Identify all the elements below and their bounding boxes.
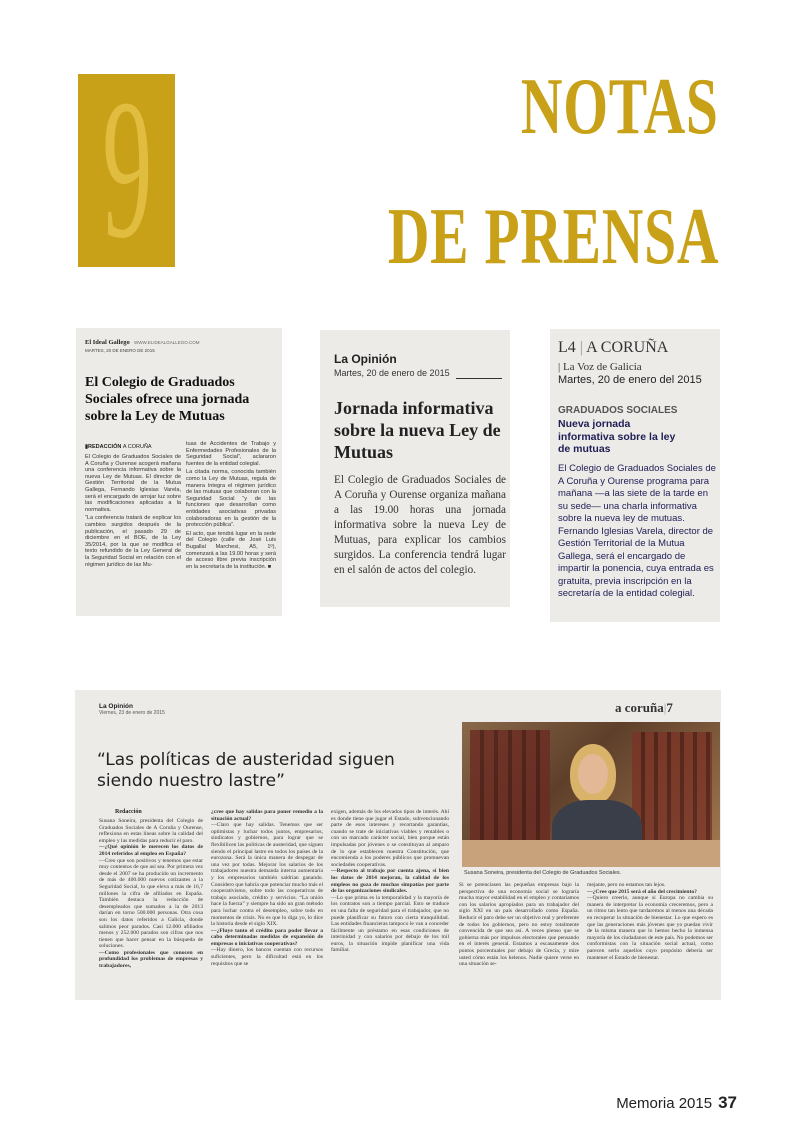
- clip-paragraph: mejante, pero no estamos tan lejos.: [587, 882, 666, 888]
- clip-paragraph: —Creo que son positivos y tenemos que estar muy contentos de que así sea. Por primera vez desde el 2007 se ha producido un incremento de más de 400.000 nuevos cotizantes a la Seguridad Social, lo que eleva a más de 16,7 millones la cifra de afiliados en España. También destaca la reducción de desempleados que sumados a la de 2013 darían en torno 500.000 personas. Otra cosa son los datos referidos a Galicia, donde salimos peor parados. Casi 12.000 afiliados menos y 252.000 parados son cifras que nos tienen que hacer pensar en la búsqueda de soluciones.: [99, 857, 203, 950]
- clip-body-col1: [85, 454, 181, 568]
- press-clip-la-opinion-interview: [75, 690, 721, 1000]
- clip-date: Martes, 20 de enero del 2015: [558, 374, 702, 386]
- clip-page: L4: [558, 339, 576, 356]
- clip-headline: El Colegio de Graduados Sociales ofrece una jornada sobre la Ley de Mutuas: [85, 375, 250, 424]
- clip-paragraph: Susana Soneira, presidenta del Colegio de Graduados Sociales de A Coruña y Ourense, reflexiona en estas líneas sobre la calidad del empleo y las medidas para reducir el paro.: [99, 818, 203, 844]
- clip-question: —¿Qué opinión le merecen los datos de 2014 referidos al empleo en España?: [99, 844, 203, 857]
- clip-body: El Colegio de Graduados Sociales de A Coruña y Ourense programa para mañana —a las siete de la tarde en su sede— una charla informativa sobre la nueva ley de mutuas. Fernando Iglesias Varela, director de Gestión Territorial de la Mutua Gallega, será el encargado de impartir la ponencia, cuya entrada es gratuita, previa inscripción en la secretaría de la entidad colegial.: [558, 463, 716, 599]
- clip-body-col5: [587, 882, 713, 961]
- clip-date: Martes, 20 de enero de 2015: [334, 368, 450, 378]
- clip-question: —¿Cree que 2015 será el año del crecimiento?: [587, 888, 697, 895]
- clip-question: ¿cree que hay salidas para poner remedio a la situación actual?: [211, 809, 323, 822]
- person-face: [578, 754, 608, 794]
- clip-source-name: La Voz de Galicia: [562, 361, 642, 373]
- clip-section: a coruña: [615, 700, 664, 715]
- clip-paragraph: Si se potenciasen las pequeñas empresas bajo la perspectiva de una economía social se lograría mucha mayor estabilidad en el empleo y contaríamos con los salarios apropiados para un trabajador del siglo XXI en un país desarrollado como España. Reducir el paro debe ser un objetivo real y preferente de todos los gobiernos, pero no estoy totalmente convencida de que sea así. A veces pienso que se gobierna más por impulsos electorales que pensando en el interés general. Estamos a escasamente dos puntos porcentuales por debajo de Grecia, y mire usted cómo están los helenos. Nadie quiere verse en una situación se-: [459, 882, 579, 968]
- clip-date: MARTES, 20 DE ENERO DE 2015: [85, 348, 155, 353]
- clip-body-col2: [186, 441, 276, 570]
- clip-date: Viernes, 23 de enero de 2015: [99, 710, 165, 716]
- clip-headline: Nueva jornada informativa sobre la ley de mutuas: [558, 418, 676, 455]
- clip-kicker: GRADUADOS SOCIALES: [558, 405, 678, 416]
- clip-section-page: a coruña|7: [615, 700, 673, 715]
- clip-byline: Redacción: [115, 809, 142, 815]
- clip-question: —¿Fluye tanto el crédito para poder llevar a cabo determinadas medidas de expansión de empresas o iniciativas cooperativas?: [211, 927, 323, 947]
- clip-body-col3: [331, 809, 449, 954]
- press-clip-voz-de-galicia: [550, 329, 720, 622]
- clip-body-col1: [99, 818, 203, 970]
- clip-page: 7: [666, 700, 673, 715]
- interview-photo: [462, 722, 720, 867]
- clip-body-col2: [211, 809, 323, 967]
- clip-paragraph: exigen, además de los elevados tipos de interés. Ahí es donde tiene que jugar el Estado, subvencionando parte de esos intereses y recortando garantías, cuando se trate de iniciativas viables y rentables o con un marcado carácter social, bien porque están impulsadas por jóvenes o se constituyan al amparo de lo que establecen nuestra Constitución, que encomienda a los poderes públicos que promuevan sociedades cooperativas.: [331, 809, 449, 868]
- photo-caption: Susana Soneira, presidenta del Colegio de Graduados Sociales.: [464, 870, 622, 876]
- desk: [462, 840, 720, 867]
- page-number: 37: [718, 1093, 737, 1112]
- section-number: 9: [102, 59, 153, 280]
- footer-label: Memoria 2015: [616, 1095, 713, 1112]
- clip-byline-city: A CORUÑA: [122, 444, 152, 450]
- clip-headline: Jornada informativa sobre la nueva Ley de Mutuas: [334, 398, 501, 462]
- clip-headline: “Las políticas de austeridad siguen siendo nuestro lastre”: [97, 750, 395, 791]
- clip-url: WWW.ELIDEALGALLEGO.COM: [134, 340, 200, 345]
- clip-paragraph: —Claro que hay salidas. Tenemos que ser optimistas y luchar todos juntos, empresarios, sindicatos y gobiernos, para lograr que se flexibilicen las políticas de austeridad, que siguen siendo el principal lastre en todos los países de la eurozona. Será la única manera de despegar de una vez por todas. Mejorar los salarios de los trabajadores nuestra demanda interna aumentaría y los empresarios también saldrían ganando. Considero que habría que potenciar mucho más el cooperativismo, sobre todo las cooperativas de trabajo asociado, crédito y servicios. “La unión hace la fuerza” y siempre ha sido un gran método para luchar contra el desempleo, sobre todo en momentos de crisis. No es que lo diga yo, lo dice la historia desde el siglo XIX.: [211, 822, 323, 928]
- clip-source: El Ideal Gallego: [85, 339, 130, 346]
- clip-question: —Como profesionales que conocen en profundidad los problemas de empresas y trabajadores,: [99, 949, 203, 970]
- clip-body-col4: [459, 882, 579, 968]
- press-clip-ideal-gallego: [76, 328, 282, 616]
- clip-paragraph: —Hay dinero, los bancos cuentan con recursos suficientes, pero la dificultad está en los requisitos que se: [211, 947, 323, 967]
- clip-page-section: L4 | A CORUÑA: [558, 339, 669, 356]
- clip-body: El Colegio de Graduados Sociales de A Coruña y Ourense organiza mañana a las 19.00 horas una jornada informativa sobre la nueva Ley de Mutuas, para explicar los cambios surgidos. La conferencia tendrá lugar en el salón de actos del colegio.: [334, 474, 506, 576]
- bookshelf: [632, 732, 712, 857]
- clip-source: La Opinión: [99, 703, 133, 710]
- bookshelf: [470, 730, 550, 855]
- section-title-line1: NOTAS: [521, 63, 719, 151]
- clip-paragraph: —Lo que prima es la temporalidad y la mayoría de los contratos son a tiempo parcial. Esto se traduce en una falta de seguridad para el trabajador, que no puede planificar su futuro con cierta tranquilidad. Las entidades financieras tampoco le van a conceder fácilmente un préstamo en esas condiciones de interinidad y con salarios por debajo de los mil euros, la situación impide planificar una vida familiar.: [331, 894, 449, 954]
- press-clip-la-opinion-short: [320, 330, 510, 607]
- page-footer: [616, 1093, 737, 1113]
- clip-source: La Opinión: [334, 352, 397, 366]
- section-title-line2: DE PRENSA: [387, 193, 719, 281]
- clip-source: | La Voz de Galicia: [558, 361, 642, 373]
- clip-rule: [456, 378, 502, 379]
- clip-section: A CORUÑA: [586, 339, 669, 356]
- clip-paragraph: El acto, que tendrá lugar en la sede del Colegio (calle de José Luis Bugallal Marchesi, A5, 1º), comenzará a las 19.00 horas y será de acceso libre previa inscripción en la secretaría de la institución. ■: [186, 530, 276, 570]
- clip-paragraph: —Quiero creerlo, aunque si Europa no cambia su manera de interpretar la economía creceremos, pero a un ritmo tan lento que tardaremos al menos una década en recuperar la situación de bienestar. Lo que espero es que las generaciones más jóvenes que yo puedan vivir de la misma manera que lo hemos hecho la inmensa mayoría de los ciudadanos de este país. No podemos ser conformistas con la situación social actual, como parecen serlo aquellos cuyo propósito debería ser mantener el Estado de bienestar.: [587, 895, 713, 961]
- clip-paragraph: El Colegio de Graduados Sociales de A Coruña y Ourense acogerá mañana una conferencia informativa sobre la nueva Ley de Mutuas. El director de Gestión Territorial de la Mutua Gallega, Fernando Iglesias Varela, será el encargado de arrojar luz sobre las modificaciones aplicadas a la normativa.: [85, 454, 181, 513]
- clip-byline: ▮REDACCIÓN A CORUÑA: [85, 444, 152, 450]
- clip-question: —Respecto al trabajo por cuenta ajena, si bien los datos de 2014 mejoran, la calidad de los empleos no goza de muchas simpatías por parte de las organizaciones sindicales.: [331, 868, 449, 895]
- clip-paragraph: tuas de Accidentes de Trabajo y Enfermedades Profesionales de la Seguridad Social”, aclararon fuentes de la entidad colegial.: [186, 441, 276, 467]
- clip-paragraph: “La conferencia tratará de explicar los cambios surgidos después de la publicación, el pasado 29 de diciembre en el BOE, de la Ley 35/2014, por la que se modifica el texto refundido de la Ley General de la Seguridad Social en relación con el régimen jurídico de las Mu-: [85, 515, 181, 568]
- clip-byline-name: REDACCIÓN: [88, 444, 122, 450]
- clip-paragraph: La citada norma, conocida también como la Ley de Mutuas, regula de manera íntegra el régimen jurídico de las mutuas que colaboran con la Seguridad Social “y de las funciones que desarrollan como entidades asociativas privadas colaboradoras en la gestión de la protección pública”.: [186, 469, 276, 529]
